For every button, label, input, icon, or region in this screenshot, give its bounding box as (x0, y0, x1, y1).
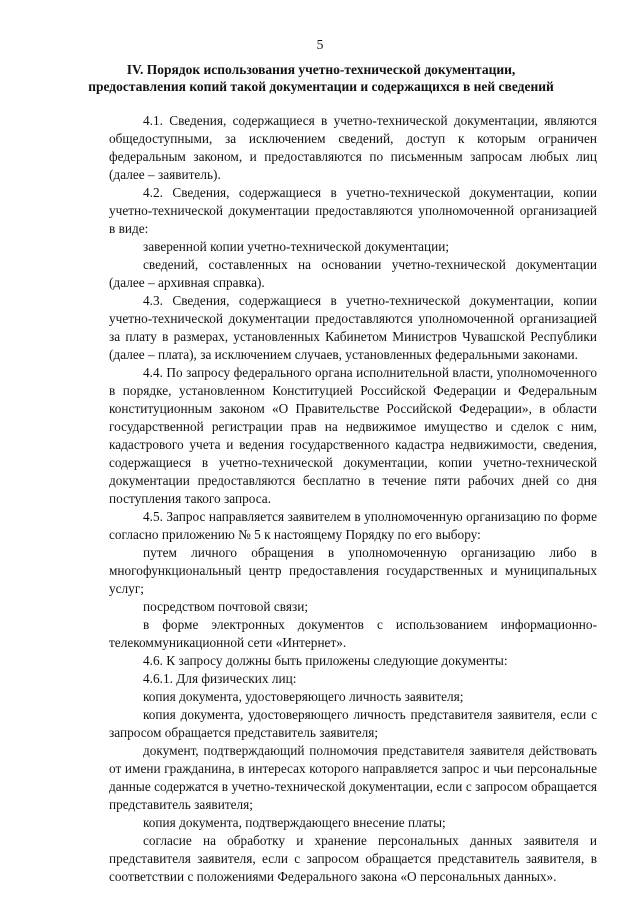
paragraph-4-4: 4.4. По запросу федерального органа исполнительной власти, уполномоченного в порядке, установленном Конституцией Российской Федерации и Федеральным конституционным законом «О Правительстве Российской Федерации», в области государственной регистрации прав на недвижимое имущество и сделок с ним, кадастрового учета и ведения государственного кадастра недвижимости, сведения, содержащиеся в учетно-технической документации, копии учетно-технической документации предоставляются бесплатно в течение пяти рабочих дней со дня поступления такого запроса. (109, 365, 597, 506)
list-item-payment-document: копия документа, подтверждающего внесение платы; (143, 815, 446, 830)
body-text (109, 112, 597, 886)
paragraph-4-6-1: 4.6.1. Для физических лиц: (143, 671, 297, 686)
paragraph-4-1: 4.1. Сведения, содержащиеся в учетно-технической документации, являются общедоступными, за исключением сведений, доступ к которым ограничен федеральным законом, и предоставляются по письменным запросам любых лиц (далее – заявитель). (109, 113, 597, 182)
list-item-personal-data-consent: согласие на обработку и хранение персональных данных заявителя и представителя заявителя, если с запросом обращается представитель заявителя, в соответствии с положениями Федерального закона «О персональных данных». (109, 833, 597, 884)
section-heading-line-1: IV. Порядок использования учетно-технической документации, (126, 62, 516, 77)
list-item-archive-certificate: сведений, составленных на основании учетно-технической документации (далее – архивная справка). (109, 257, 597, 290)
section-heading-line-2: предоставления копий такой документации и содержащихся в ней сведений (88, 79, 554, 94)
list-item-postal: посредством почтовой связи; (143, 599, 309, 614)
paragraph-4-5: 4.5. Запрос направляется заявителем в уполномоченную организацию по форме согласно приложению № 5 к настоящему Порядку по его выбору: (109, 509, 597, 542)
paragraph-4-2: 4.2. Сведения, содержащиеся в учетно-технической документации, копии учетно-технической документации предоставляются уполномоченной организацией в виде: (109, 185, 597, 236)
page-number: 5 (316, 37, 324, 52)
section-heading (86, 61, 556, 95)
list-item-power-of-attorney: документ, подтверждающий полномочия представителя заявителя действовать от имени гражданина, в интересах которого направляется запрос и чьи персональные данные содержатся в учетно-технической документации, если с запросом обращается представитель заявителя; (109, 743, 597, 812)
list-item-representative-id-copy: копия документа, удостоверяющего личность представителя заявителя, если с запросом обращается представитель заявителя; (109, 707, 597, 740)
list-item-electronic: в форме электронных документов с использованием информационно-телекоммуникационной сети «Интернет». (109, 617, 597, 650)
list-item-certified-copy: заверенной копии учетно-технической документации; (143, 239, 450, 254)
paragraph-4-6: 4.6. К запросу должны быть приложены следующие документы: (143, 653, 508, 668)
paragraph-4-3: 4.3. Сведения, содержащиеся в учетно-технической документации, копии учетно-технической документации предоставляются уполномоченной организацией за плату в размерах, установленных Кабинетом Министров Чувашской Республики (далее – плата), за исключением случаев, установленных федеральными законами. (109, 293, 597, 362)
list-item-id-copy: копия документа, удостоверяющего личность заявителя; (143, 689, 464, 704)
list-item-personal-visit: путем личного обращения в уполномоченную организацию либо в многофункциональный центр предоставления государственных и муниципальных услуг; (109, 545, 597, 596)
